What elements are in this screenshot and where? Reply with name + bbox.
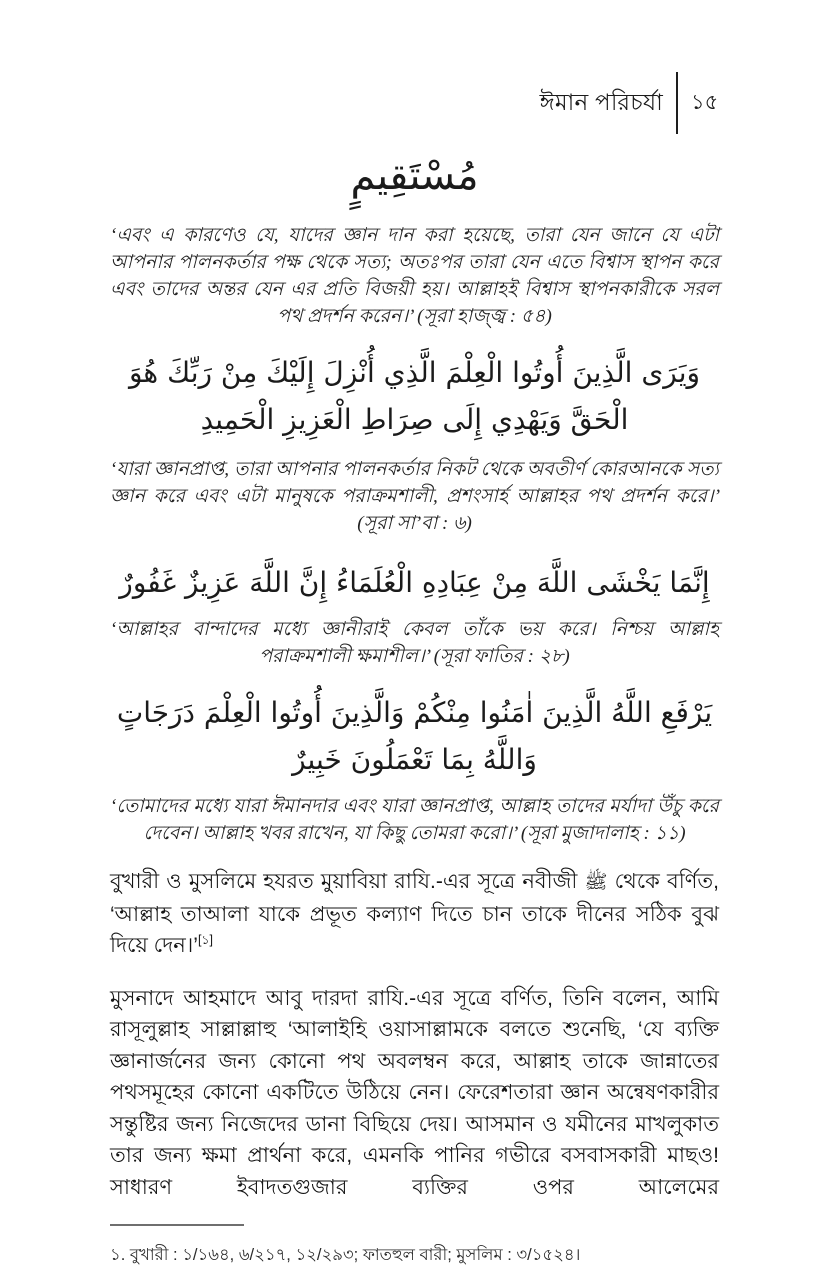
footnote-text: ১. বুখারী : ১/১৬৪, ৬/২১৭, ১২/২৯৩; ফাতহুল বারী; মুসলিম : ৩/১৫২৪। [110, 1245, 581, 1264]
quote-surah-saba-text: ‘যারা জ্ঞানপ্রাপ্ত, তারা আপনার পালনকর্তার নিকট থেকে অবতীর্ণ কোরআনকে সত্য জ্ঞান করে এবং এটা মানুষকে পরাক্রমশালী, প্রশংসার্হ আল্লাহর পথ প্রদর্শন করে।’ [110, 459, 719, 507]
quote-surah-saba-ref: (সূরা সা’বা : ৬) [357, 513, 472, 534]
quote-surah-mujadalah-ref: (সূরা মুজাদালাহ : ১১) [520, 823, 686, 844]
hadith-bukhari-after-saw: থেকে বর্ণিত, ‘আল্লাহ তাআলা যাকে প্রভূত কল্যাণ দিতে চান তাকে দীনের সঠিক বুঝ দিয়ে দেন।’ [110, 870, 719, 957]
book-title: ঈমান পরিচর্যা [539, 88, 663, 115]
quote-surah-mujadalah [110, 793, 719, 847]
quote-surah-saba [110, 456, 719, 537]
quote-surah-mujadalah-text: ‘তোমাদের মধ্যে যারা ঈমানদার এবং যারা জ্ঞানপ্রাপ্ত, আল্লাহ তাদের মর্যাদা উঁচু করে দেবেন। আল্লাহ খবর রাখেন, যা কিছু তোমরা করো।’ [110, 796, 719, 844]
saw-calligraphy-symbol: ﷺ [584, 871, 608, 893]
paragraph-hadith-ahmad: মুসনাদে আহমাদে আবু দারদা রাযি.-এর সূত্রে বর্ণিত, তিনি বলেন, আমি রাসূলুল্লাহ সাল্লাল্লাহু ‘আলাইহি ওয়াসাল্লামকে বলতে শুনেছি, ‘যে ব্যক্তি জ্ঞানার্জনের জন্য কোনো পথ অবলম্বন করে, আল্লাহ তাকে জান্নাতের পথসমূহের কোনো একটিতে উঠিয়ে নেন। ফেরেশতারা জ্ঞান অন্বেষণকারীর সন্তুষ্টির জন্য নিজেদের ডানা বিছিয়ে দেয়। আসমান ও যমীনের মাখলুকাত তার জন্য ক্ষমা প্রার্থনা করে, এমনকি পানির গভীরে বসবাসকারী মাছও! সাধারণ ইবাদতগুজার ব্যক্তির ওপর আলেমের [110, 986, 719, 1199]
paragraph-hadith-bukhari [110, 866, 719, 962]
page-number: ১৫ [691, 90, 719, 114]
page-header [110, 70, 719, 136]
quote-surah-hajj-ref: (সূরা হাজ্জ্ব : ৫৪) [417, 306, 552, 327]
quote-surah-hajj-text: ‘এবং এ কারণেও যে, যাদের জ্ঞান দান করা হয়েছে, তারা যেন জানে যে এটা আপনার পালনকর্তার পক্ষ থেকে সত্য; অতঃপর তারা যেন এতে বিশ্বাস স্থাপন করে এবং তাদের অন্তর যেন এর প্রতি বিজয়ী হয়। আল্লাহই বিশ্বাস স্থাপনকারীকে সরল পথ প্রদর্শন করেন।’ [110, 225, 719, 327]
quote-surah-fatir [110, 616, 719, 670]
header-divider [676, 72, 678, 134]
arabic-verse-mujadalah: يَرْفَعِ اللَّهُ الَّذِينَ اٰمَنُوا مِنْكُمْ وَالَّذِينَ أُوتُوا الْعِلْمَ دَرَجَاتٍ وَاللَّهُ بِمَا تَعْمَلُونَ خَبِيرٌ [116, 696, 713, 776]
quote-surah-fatir-ref: (সূরা ফাতির : ২৮) [433, 646, 570, 667]
hadith-bukhari-before-saw: বুখারী ও মুসলিমে হযরত মুয়াবিয়া রাযি.-এর সূত্রে নবীজী [110, 870, 585, 893]
footnote-marker: [১] [197, 933, 214, 947]
arabic-heading-mustaqim: مُسْتَقِيمٍ [350, 153, 479, 199]
quote-surah-hajj [110, 222, 719, 330]
quote-surah-fatir-text: ‘আল্লাহর বান্দাদের মধ্যে জ্ঞানীরাই কেবল তাঁকে ভয় করে। নিশ্চয় আল্লাহ পরাক্রমশালী ক্ষমাশীল।’ [110, 619, 719, 667]
arabic-verse-fatir: إِنَّمَا يَخْشَى اللَّهَ مِنْ عِبَادِهِ الْعُلَمَاءُ إِنَّ اللَّهَ عَزِيزٌ غَفُورٌ [119, 566, 710, 599]
footnote-divider [110, 1224, 244, 1226]
arabic-verse-saba: وَيَرَى الَّذِينَ أُوتُوا الْعِلْمَ الَّذِي أُنْزِلَ إِلَيْكَ مِنْ رَبِّكَ هُوَ الْحَقَّ وَيَهْدِي إِلَى صِرَاطِ الْعَزِيزِ الْحَمِيدِ [128, 356, 701, 436]
